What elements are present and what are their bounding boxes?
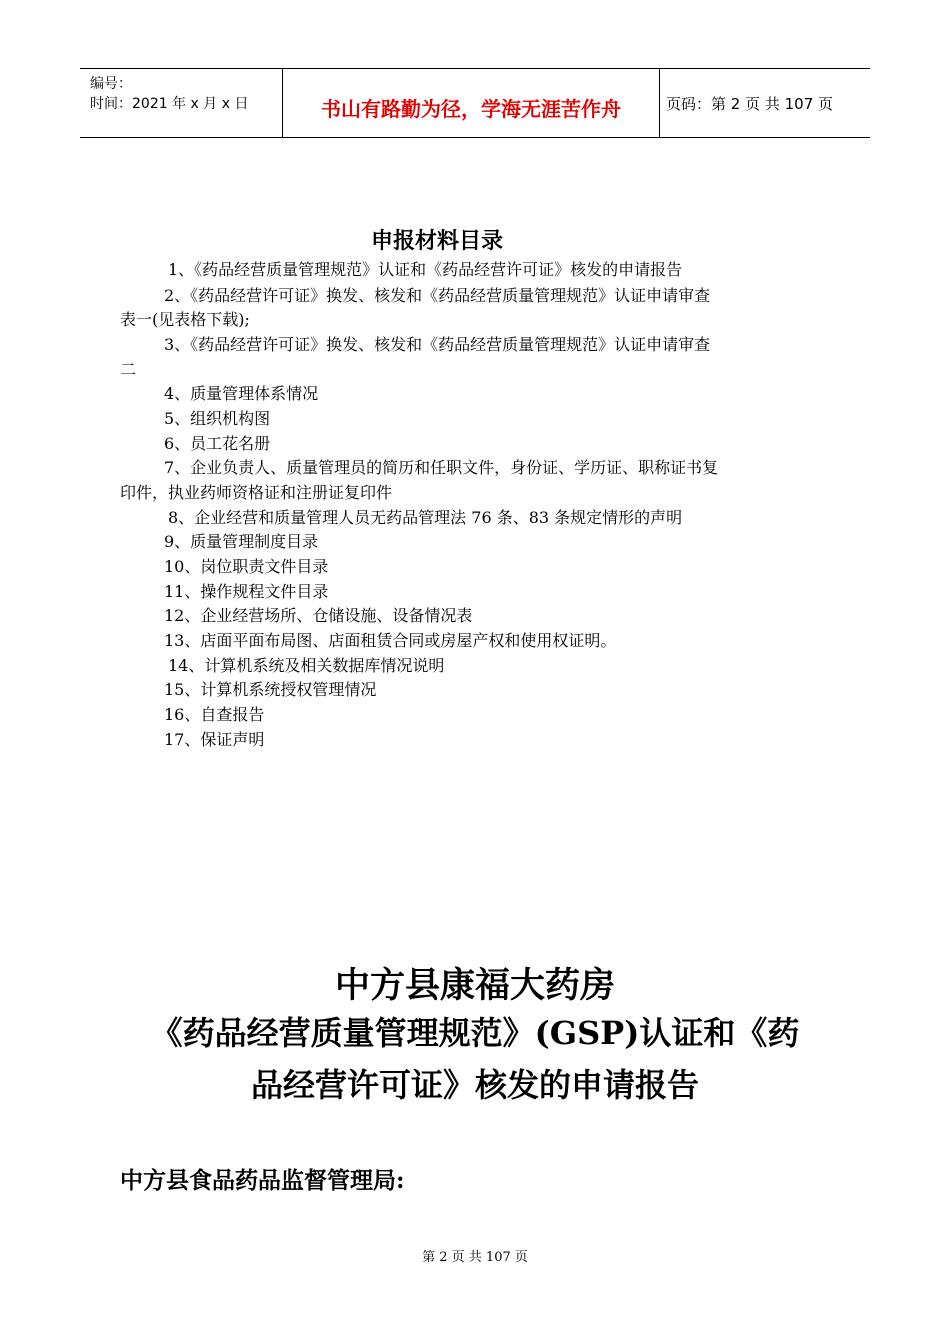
toc-item: 9、质量管理制度目录: [164, 532, 319, 551]
toc-item: 4、质量管理体系情况: [164, 384, 319, 403]
toc-title: 申报材料目录: [370, 229, 503, 254]
header-meta-cell: [80, 69, 282, 137]
toc-item: 16、自查报告: [164, 705, 265, 724]
document-time-label: 时间：2021 年 x 月 x 日: [90, 96, 249, 112]
toc-item: 3、《药品经营许可证》换发、核发和《药品经营质量管理规范》认证申请审查: [164, 335, 711, 354]
header-motto-cell: [282, 69, 660, 137]
header-page-cell: [658, 69, 870, 137]
toc-item: 1、《药品经营质量管理规范》认证和《药品经营许可证》核发的申请报告: [168, 260, 683, 279]
toc-item: 印件，执业药师资格证和注册证复印件: [120, 483, 393, 502]
toc-item: 8、企业经营和质量管理人员无药品管理法 76 条、83 条规定情形的声明: [168, 508, 683, 527]
toc-item: 12、企业经营场所、仓储设施、设备情况表: [164, 606, 473, 625]
page-footer: 第 2 页 共 107 页: [422, 1250, 528, 1265]
toc-item: 6、员工花名册: [164, 434, 271, 453]
page-info: 页码：第 2 页 共 107 页: [666, 95, 834, 113]
toc-item: 表一(见表格下载);: [120, 310, 250, 329]
toc-item: 17、保证声明: [164, 730, 265, 749]
header-table: [80, 68, 870, 138]
toc-item: 11、操作规程文件目录: [164, 582, 329, 601]
toc-item: 5、组织机构图: [164, 409, 271, 428]
toc-item: 2、《药品经营许可证》换发、核发和《药品经营质量管理规范》认证申请审查: [164, 286, 711, 305]
toc-item: 二: [120, 360, 137, 379]
toc-item: 7、企业负责人、质量管理员的简历和任职文件，身份证、学历证、职称证书复: [164, 458, 719, 477]
toc-item: 15、计算机系统授权管理情况: [164, 680, 377, 699]
motto-text: 书山有路勤为径，学海无涯苦作舟: [321, 97, 621, 121]
report-title-line-1: 《药品经营质量管理规范》(GSP)认证和《药: [150, 1014, 800, 1052]
toc-item: 13、店面平面布局图、店面租赁合同或房屋产权和使用权证明。: [164, 631, 617, 650]
toc-item: 10、岗位职责文件目录: [164, 557, 329, 576]
company-name-heading: 中方县康福大药房: [334, 966, 615, 1006]
addressee: 中方县食品药品监督管理局:: [120, 1167, 405, 1194]
report-title-line-2: 品经营许可证》核发的申请报告: [250, 1066, 699, 1104]
document-number-label: 编号：: [90, 76, 132, 92]
toc-item: 14、计算机系统及相关数据库情况说明: [168, 656, 445, 675]
